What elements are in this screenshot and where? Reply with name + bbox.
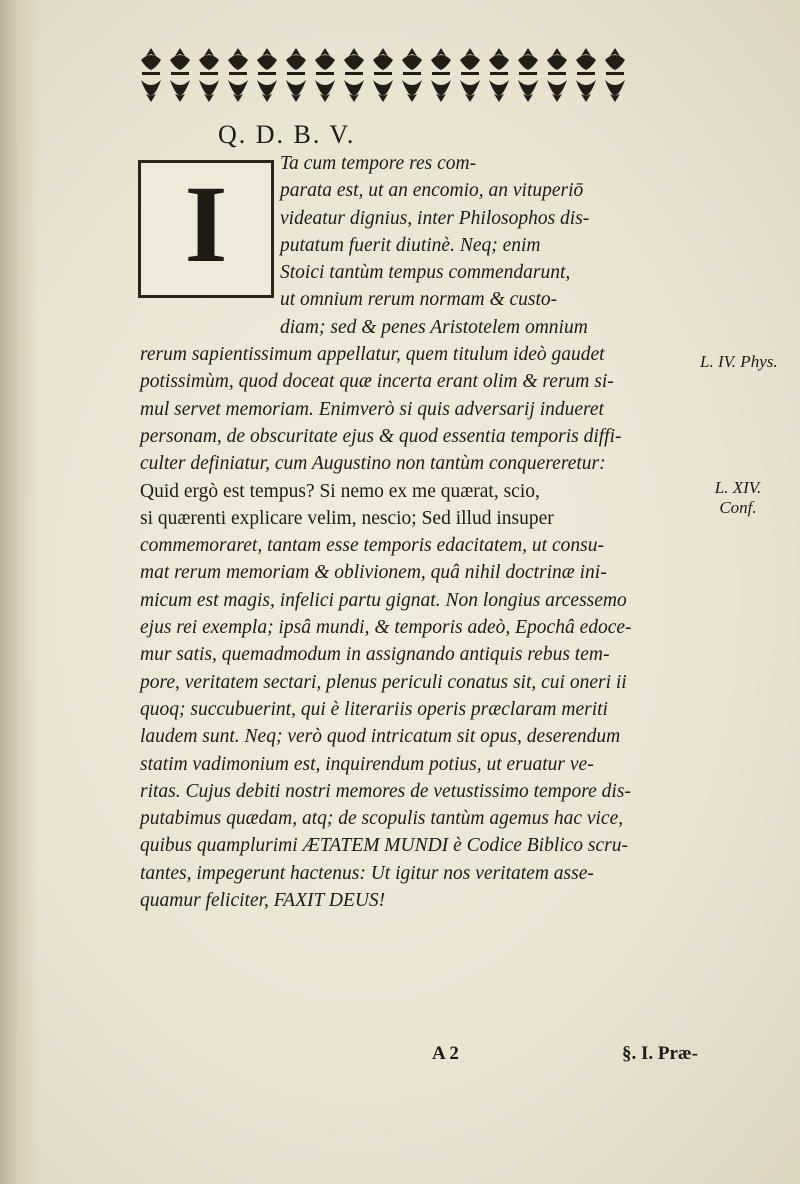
- text-line: laudem sunt. Neq; verò quod intricatum sit opus, deserendum: [140, 726, 621, 748]
- fleuron-ornament: [515, 46, 541, 104]
- fleuron-ornament: [573, 46, 599, 104]
- text-line: Ta cum tempore res com-: [280, 153, 477, 174]
- text-line: pore, veritatem sectari, plenus periculi conatus sit, cui oneri ii: [140, 671, 627, 693]
- text-line: Stoici tantùm tempus commendarunt,: [280, 262, 571, 284]
- ornament-band: [138, 44, 628, 106]
- fleuron-ornament: [312, 46, 338, 104]
- text-line: rerum sapientissimum appellatur, quem titulum ideò gaudet: [140, 344, 605, 366]
- text-line: tantes, impegerunt hactenus: Ut igitur nos veritatem asse-: [140, 862, 594, 884]
- fleuron-ornament: [254, 46, 280, 104]
- text-line: si quærenti explicare velim, nescio; Sed illud insuper: [140, 507, 554, 529]
- text-line: mur satis, quemadmodum in assignando antiquis rebus tem-: [140, 644, 610, 666]
- text-line: mul servet memoriam. Enimverò si quis adversarij indueret: [140, 398, 604, 420]
- fleuron-ornament: [225, 46, 251, 104]
- initial-letter: I: [184, 163, 228, 285]
- margin-note-1: L. IV. Phys.: [700, 352, 778, 371]
- text-line: ejus rei exempla; ipsâ mundi, & temporis adeò, Epochâ edoce-: [140, 617, 632, 639]
- fleuron-ornament: [544, 46, 570, 104]
- fleuron-ornament: [399, 46, 425, 104]
- signature-mark: A 2: [432, 1043, 459, 1064]
- text-line: videatur dignius, inter Philosophos dis-: [280, 207, 590, 229]
- fleuron-ornament: [457, 46, 483, 104]
- fleuron-ornament: [428, 46, 454, 104]
- text-line: culter definiatur, cum Augustino non tantùm conquereretur:: [140, 453, 606, 475]
- text-line: potissimùm, quod doceat quæ incerta erant olim & rerum si-: [140, 371, 614, 393]
- fleuron-ornament: [196, 46, 222, 104]
- text-line: statim vadimonium est, inquirendum potius, ut eruatur ve-: [140, 753, 594, 775]
- fleuron-ornament: [602, 46, 628, 104]
- text-line: commemoraret, tantam esse temporis edacitatem, ut consu-: [140, 535, 604, 557]
- margin-note-2: L. XIV. Conf.: [714, 478, 762, 517]
- fleuron-ornament: [138, 46, 164, 104]
- text-line: quibus quamplurimi ÆTATEM MUNDI è Codice Biblico scru-: [140, 835, 629, 857]
- catchword: §. I. Præ-: [622, 1043, 698, 1064]
- text-line: quamur feliciter, FAXIT DEUS!: [140, 890, 386, 912]
- text-line: putabimus quædam, atq; de scopulis tantùm agemus hac vice,: [140, 808, 624, 830]
- text-line: ritas. Cujus debiti nostri memores de vetustissimo tempore dis-: [140, 780, 631, 802]
- fleuron-ornament: [370, 46, 396, 104]
- fleuron-ornament: [167, 46, 193, 104]
- text-line: parata est, ut an encomio, an vituperiō: [280, 180, 584, 202]
- text-line: ut omnium rerum normam & custo-: [280, 289, 558, 311]
- text-line: mat rerum memoriam & oblivionem, quâ nihil doctrinæ ini-: [140, 562, 607, 584]
- page-header: Q. D. B. V.: [218, 120, 356, 149]
- text-line: putatum fuerit diutinè. Neq; enim: [280, 234, 541, 256]
- text-line: Quid ergò est tempus? Si nemo ex me quærat, scio,: [140, 480, 540, 502]
- text-line: diam; sed & penes Aristotelem omnium: [280, 316, 588, 338]
- text-line: personam, de obscuritate ejus & quod essentia temporis diffi-: [140, 425, 622, 447]
- decorated-initial: [138, 160, 274, 298]
- gutter-shadow: [0, 0, 40, 1184]
- fleuron-ornament: [341, 46, 367, 104]
- fleuron-ornament: [283, 46, 309, 104]
- text-line: quoq; succubuerint, qui è literariis operis præclaram meriti: [140, 698, 608, 720]
- fleuron-ornament: [486, 46, 512, 104]
- text-line: micum est magis, infelici partu gignat. Non longius arcessemo: [140, 589, 627, 611]
